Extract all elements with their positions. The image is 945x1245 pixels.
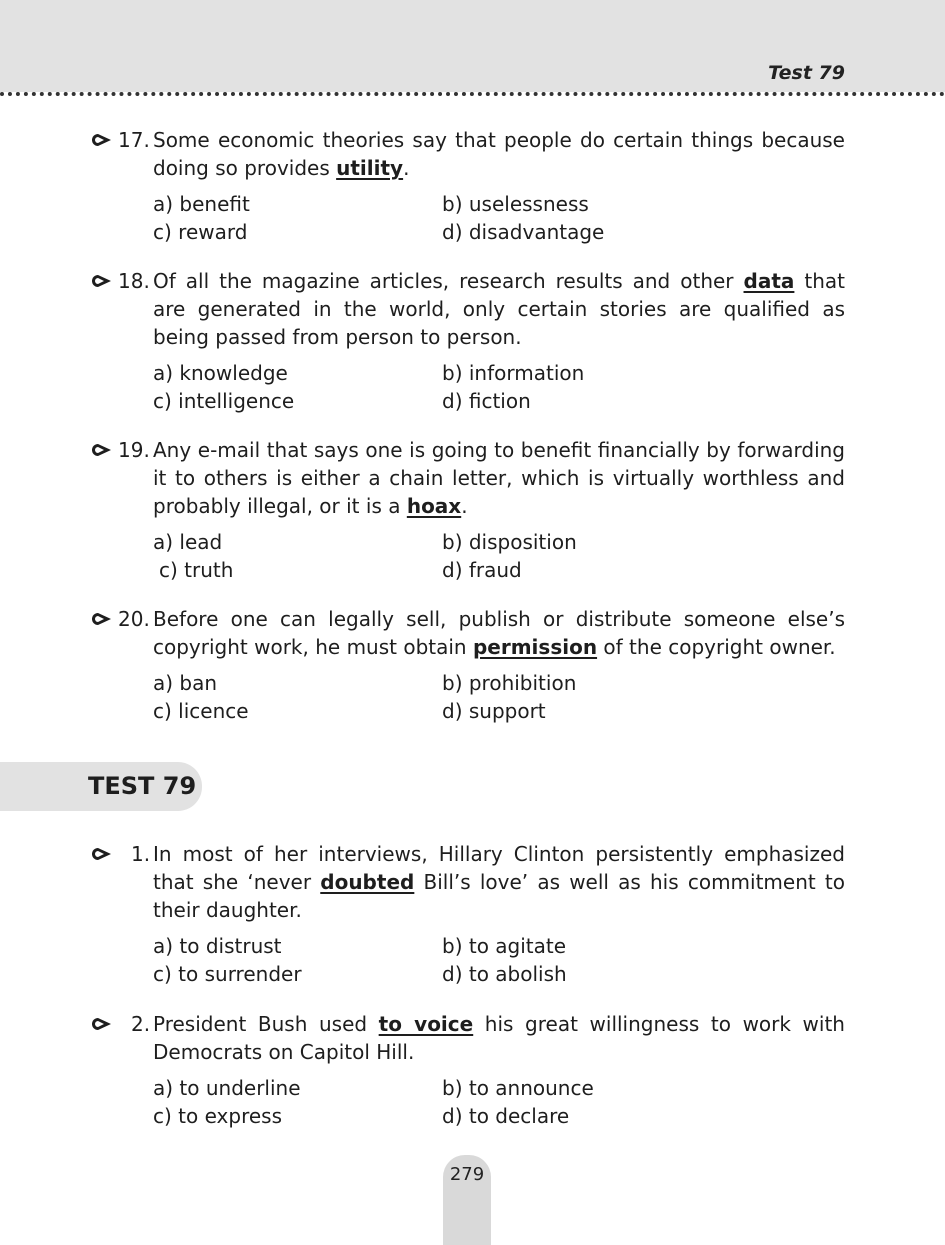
question-number: 20. <box>118 607 150 631</box>
option-d[interactable]: d) to declare <box>442 1104 570 1128</box>
question-stem: Any e-mail that says one is going to benefit financially by forwarding it to others is either a chain letter, which is virtually worthless and probably illegal, or it is a hoax. <box>153 438 845 518</box>
question-19 <box>91 436 851 584</box>
question-number: 1. <box>131 842 151 866</box>
question-number: 17. <box>118 128 150 152</box>
question-number: 2. <box>131 1012 151 1036</box>
option-c[interactable]: c) intelligence <box>153 389 295 413</box>
option-b[interactable]: b) to agitate <box>442 934 567 958</box>
arrow-icon <box>91 612 112 626</box>
option-c[interactable]: c) truth <box>159 558 234 582</box>
arrow-icon <box>91 443 112 457</box>
question-stem: President Bush used to voice his great willingness to work with Democrats on Capitol Hill. <box>153 1012 845 1064</box>
option-d[interactable]: d) fiction <box>442 389 531 413</box>
dotted-divider <box>0 92 945 96</box>
keyword: to voice <box>378 1012 474 1036</box>
answer-options <box>153 359 851 415</box>
section-title: TEST 79 <box>88 772 197 800</box>
answer-options <box>153 669 851 725</box>
keyword: data <box>743 269 795 293</box>
question-number: 18. <box>118 269 150 293</box>
question-number: 19. <box>118 438 150 462</box>
option-b[interactable]: b) to announce <box>442 1076 594 1100</box>
arrow-icon <box>91 847 112 861</box>
page-number: 279 <box>449 1164 485 1185</box>
option-d[interactable]: d) fraud <box>442 558 522 582</box>
option-a[interactable]: a) to distrust <box>153 934 282 958</box>
arrow-icon <box>91 133 112 147</box>
option-b[interactable]: b) disposition <box>442 530 577 554</box>
keyword: doubted <box>320 870 415 894</box>
option-b[interactable]: b) uselessness <box>442 192 589 216</box>
option-d[interactable]: d) to abolish <box>442 962 567 986</box>
option-a[interactable]: a) knowledge <box>153 361 288 385</box>
option-b[interactable]: b) prohibition <box>442 671 577 695</box>
question-stem: Some economic theories say that people do certain things because doing so provides utility. <box>153 128 845 180</box>
question-18 <box>91 267 851 415</box>
option-c[interactable]: c) to express <box>153 1104 283 1128</box>
question-stem: In most of her interviews, Hillary Clinton persistently emphasized that she ‘never doubted Bill’s love’ as well as his commitment to their daughter. <box>153 842 845 922</box>
keyword: permission <box>472 635 598 659</box>
option-b[interactable]: b) information <box>442 361 585 385</box>
question-2 <box>91 1010 851 1130</box>
keyword: hoax <box>406 494 462 518</box>
option-a[interactable]: a) to underline <box>153 1076 301 1100</box>
answer-options <box>153 932 851 988</box>
option-c[interactable]: c) reward <box>153 220 248 244</box>
option-a[interactable]: a) ban <box>153 671 218 695</box>
question-stem: Of all the magazine articles, research results and other data that are generated in the world, only certain stories are qualified as being passed from person to person. <box>153 269 845 349</box>
option-d[interactable]: d) disadvantage <box>442 220 605 244</box>
question-17 <box>91 126 851 246</box>
answer-options <box>153 190 851 246</box>
option-c[interactable]: c) licence <box>153 699 249 723</box>
arrow-icon <box>91 274 112 288</box>
question-1 <box>91 840 851 988</box>
question-stem: Before one can legally sell, publish or distribute someone else’s copyright work, he must obtain permission of the copyright owner. <box>153 607 845 659</box>
running-title: Test 79 <box>768 62 845 84</box>
option-a[interactable]: a) benefit <box>153 192 250 216</box>
option-c[interactable]: c) to surrender <box>153 962 302 986</box>
option-a[interactable]: a) lead <box>153 530 223 554</box>
question-20 <box>91 605 851 725</box>
option-d[interactable]: d) support <box>442 699 546 723</box>
keyword: utility <box>336 156 404 180</box>
arrow-icon <box>91 1017 112 1031</box>
answer-options <box>153 1074 851 1130</box>
answer-options <box>153 528 851 584</box>
